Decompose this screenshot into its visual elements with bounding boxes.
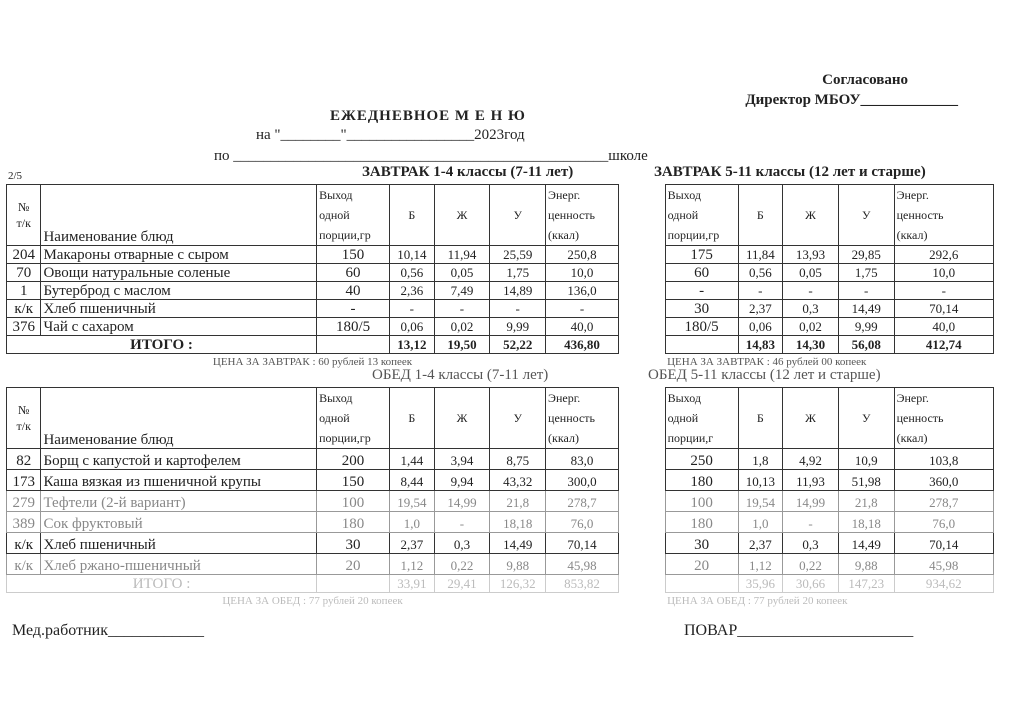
col-protein-header: Б (738, 388, 783, 449)
dish-value: 0,3 (434, 533, 490, 554)
dish-value: 0,06 (390, 318, 435, 336)
total-label: ИТОГО : (7, 575, 317, 593)
empty-cell (317, 575, 390, 593)
spacer-cell (619, 575, 666, 593)
col-carb-header: У (838, 388, 894, 449)
total-value: 14,30 (783, 336, 839, 354)
col-fat-header: Ж (434, 388, 490, 449)
col-fat-header: Ж (783, 388, 839, 449)
dish-value: 25,59 (490, 246, 546, 264)
dish-value: 180 (665, 470, 738, 491)
dish-value: 9,99 (490, 318, 546, 336)
table-header-row (7, 185, 994, 246)
spacer-cell (619, 554, 666, 575)
dish-value: 278,7 (546, 491, 619, 512)
spacer-cell (619, 593, 666, 610)
dish-value: 76,0 (894, 512, 993, 533)
lunch-senior-heading: ОБЕД 5-11 классы (12 лет и старше) (648, 367, 881, 383)
col-carb-header: У (838, 185, 894, 246)
price-row (7, 593, 994, 610)
dish-number: к/к (7, 533, 41, 554)
total-value: 853,82 (546, 575, 619, 593)
dish-value: 1,8 (738, 449, 783, 470)
dish-value: 70,14 (894, 533, 993, 554)
lunch-junior-heading: ОБЕД 1-4 классы (7-11 лет) (372, 367, 549, 383)
dish-value: 18,18 (838, 512, 894, 533)
empty-cell (665, 575, 738, 593)
dish-value: 0,02 (783, 318, 839, 336)
total-value: 934,62 (894, 575, 993, 593)
col-number-header: № т/к (7, 388, 41, 449)
dish-value: 45,98 (546, 554, 619, 575)
breakfast-senior-heading: ЗАВТРАК 5-11 классы (12 лет и старше) (654, 164, 926, 180)
dish-value: - (434, 512, 490, 533)
approved-label: Согласовано (822, 72, 908, 88)
spacer-cell (619, 512, 666, 533)
table-row (7, 533, 994, 554)
director-line: Директор МБОУ_____________ (745, 92, 958, 108)
col-energy-header: Энерг. ценность (ккал) (546, 185, 619, 246)
spacer-cell (619, 470, 666, 491)
dish-value: 51,98 (838, 470, 894, 491)
dish-value: 0,56 (390, 264, 435, 282)
dish-value: 70,14 (546, 533, 619, 554)
total-value: 126,32 (490, 575, 546, 593)
table-row (7, 246, 994, 264)
col-name-header: Наименование блюд (41, 185, 317, 246)
dish-value: 83,0 (546, 449, 619, 470)
dish-name: Хлеб пшеничный (41, 533, 317, 554)
price-junior: ЦЕНА ЗА ЗАВТРАК : 60 рублей 13 копеек (212, 356, 413, 368)
dish-value: 300,0 (546, 470, 619, 491)
price-senior: ЦЕНА ЗА ОБЕД : 77 рублей 20 копеек (667, 595, 848, 607)
dish-value: 2,36 (390, 282, 435, 300)
dish-value: 40,0 (894, 318, 993, 336)
col-number-header: № т/к (7, 185, 41, 246)
spacer-cell (619, 533, 666, 554)
spacer-cell (619, 491, 666, 512)
dish-number: 70 (7, 264, 41, 282)
table-row (7, 554, 994, 575)
spacer-cell (619, 449, 666, 470)
dish-value: 100 (665, 491, 738, 512)
dish-value: - (838, 282, 894, 300)
col-output-header: Выход одной порции,гр (665, 185, 738, 246)
dish-value: 30 (665, 300, 738, 318)
dish-value: 180 (317, 512, 390, 533)
page-number: 2/5 (8, 170, 23, 182)
col-energy-header: Энерг. ценность (ккал) (546, 388, 619, 449)
col-fat-header: Ж (783, 185, 839, 246)
dish-value: 7,49 (434, 282, 490, 300)
cook-signature: ПОВАР______________________ (684, 622, 914, 639)
col-output-header: Выход одной порции,г (665, 388, 738, 449)
dish-value: 11,93 (783, 470, 839, 491)
dish-value: - (738, 282, 783, 300)
dish-value: 14,89 (490, 282, 546, 300)
dish-value: 1,75 (490, 264, 546, 282)
table-row (7, 470, 994, 491)
total-value: 33,91 (390, 575, 435, 593)
dish-value: 14,49 (838, 533, 894, 554)
dish-value: 1,44 (390, 449, 435, 470)
dish-value: 2,37 (738, 300, 783, 318)
dish-value: 10,9 (838, 449, 894, 470)
col-name-header: Наименование блюд (41, 388, 317, 449)
dish-value: - (434, 300, 490, 318)
dish-value: 9,88 (490, 554, 546, 575)
dish-value: 43,32 (490, 470, 546, 491)
spacer-cell (619, 185, 666, 246)
medic-signature: Мед.работник____________ (12, 622, 204, 639)
dish-value: 14,49 (490, 533, 546, 554)
dish-value: 76,0 (546, 512, 619, 533)
dish-value: 20 (665, 554, 738, 575)
dish-value: 18,18 (490, 512, 546, 533)
dish-value: 180/5 (317, 318, 390, 336)
dish-value: 8,75 (490, 449, 546, 470)
school-line: по __________________________________________________школе (214, 148, 648, 164)
total-value: 13,12 (390, 336, 435, 354)
spacer-cell (619, 318, 666, 336)
total-row (7, 575, 994, 593)
dish-value: 0,56 (738, 264, 783, 282)
col-output-header: Выход одной порции,гр (317, 388, 390, 449)
menu-title: ЕЖЕДНЕВНОЕ М Е Н Ю (330, 108, 526, 124)
dish-value: 0,22 (783, 554, 839, 575)
dish-name: Каша вязкая из пшеничной крупы (41, 470, 317, 491)
dish-value: 14,49 (838, 300, 894, 318)
dish-value: 103,8 (894, 449, 993, 470)
col-protein-header: Б (738, 185, 783, 246)
dish-value: 136,0 (546, 282, 619, 300)
dish-value: 9,88 (838, 554, 894, 575)
dish-value: 100 (317, 491, 390, 512)
table-row (7, 318, 994, 336)
dish-value: 9,99 (838, 318, 894, 336)
dish-value: - (665, 282, 738, 300)
dish-number: к/к (7, 554, 41, 575)
table-row (7, 449, 994, 470)
total-value: 19,50 (434, 336, 490, 354)
dish-value: 20 (317, 554, 390, 575)
dish-name: Сок фруктовый (41, 512, 317, 533)
dish-number: 204 (7, 246, 41, 264)
dish-value: 278,7 (894, 491, 993, 512)
dish-value: 9,94 (434, 470, 490, 491)
dish-value: 21,8 (838, 491, 894, 512)
total-value: 147,23 (838, 575, 894, 593)
lunch-table (6, 387, 994, 609)
col-energy-header: Энерг. ценность (ккал) (894, 388, 993, 449)
dish-value: 0,3 (783, 300, 839, 318)
dish-value: 1,12 (738, 554, 783, 575)
dish-value: 0,06 (738, 318, 783, 336)
dish-value: 0,3 (783, 533, 839, 554)
dish-name: Тефтели (2-й вариант) (41, 491, 317, 512)
dish-value: 1,0 (390, 512, 435, 533)
col-output-header: Выход одной порции,гр (317, 185, 390, 246)
spacer-cell (619, 246, 666, 264)
dish-value: 40 (317, 282, 390, 300)
table-row (7, 282, 994, 300)
total-value: 412,74 (894, 336, 993, 354)
dish-value: 13,93 (783, 246, 839, 264)
spacer-cell (619, 388, 666, 449)
dish-value: 2,37 (390, 533, 435, 554)
dish-value: 70,14 (894, 300, 993, 318)
total-value: 30,66 (783, 575, 839, 593)
dish-number: 376 (7, 318, 41, 336)
dish-value: 1,75 (838, 264, 894, 282)
total-row (7, 336, 994, 354)
dish-value: 4,92 (783, 449, 839, 470)
dish-value: 19,54 (738, 491, 783, 512)
dish-value: 45,98 (894, 554, 993, 575)
dish-value: 60 (317, 264, 390, 282)
dish-number: 279 (7, 491, 41, 512)
dish-value: - (894, 282, 993, 300)
dish-value: 10,14 (390, 246, 435, 264)
table-row (7, 264, 994, 282)
dish-name: Овощи натуральные соленые (41, 264, 317, 282)
dish-name: Чай с сахаром (41, 318, 317, 336)
dish-value: 0,05 (434, 264, 490, 282)
table-row (7, 300, 994, 318)
total-value: 29,41 (434, 575, 490, 593)
dish-value: 360,0 (894, 470, 993, 491)
empty-cell (317, 336, 390, 354)
dish-value: 40,0 (546, 318, 619, 336)
approval-block (700, 70, 958, 110)
breakfast-junior-heading: ЗАВТРАК 1-4 классы (7-11 лет) (362, 164, 574, 180)
dish-number: 389 (7, 512, 41, 533)
dish-value: 60 (665, 264, 738, 282)
total-value: 56,08 (838, 336, 894, 354)
table-header-row (7, 388, 994, 449)
table-row (7, 491, 994, 512)
dish-name: Бутерброд с маслом (41, 282, 317, 300)
total-label: ИТОГО : (7, 336, 317, 354)
col-fat-header: Ж (434, 185, 490, 246)
total-value: 52,22 (490, 336, 546, 354)
dish-number: 1 (7, 282, 41, 300)
dish-value: 19,54 (390, 491, 435, 512)
dish-value: 1,12 (390, 554, 435, 575)
table-row (7, 512, 994, 533)
dish-value: 14,99 (434, 491, 490, 512)
dish-value: 10,0 (546, 264, 619, 282)
dish-value: 250,8 (546, 246, 619, 264)
dish-value: 150 (317, 246, 390, 264)
dish-value: 30 (665, 533, 738, 554)
price-junior: ЦЕНА ЗА ОБЕД : 77 рублей 20 копеек (222, 595, 403, 607)
dish-value: 150 (317, 470, 390, 491)
dish-name: Хлеб пшеничный (41, 300, 317, 318)
dish-value: 175 (665, 246, 738, 264)
dish-value: - (783, 512, 839, 533)
price-senior: ЦЕНА ЗА ЗАВТРАК : 46 рублей 00 копеек (667, 356, 867, 368)
dish-value: 1,0 (738, 512, 783, 533)
dish-value: 11,84 (738, 246, 783, 264)
col-carb-header: У (490, 388, 546, 449)
spacer-cell (619, 264, 666, 282)
dish-value: 10,0 (894, 264, 993, 282)
dish-value: 8,44 (390, 470, 435, 491)
dish-value: 14,99 (783, 491, 839, 512)
dish-value: 2,37 (738, 533, 783, 554)
dish-value: 292,6 (894, 246, 993, 264)
dish-number: к/к (7, 300, 41, 318)
col-protein-header: Б (390, 388, 435, 449)
breakfast-table (6, 184, 994, 370)
dish-number: 173 (7, 470, 41, 491)
dish-value: 29,85 (838, 246, 894, 264)
dish-value: - (783, 282, 839, 300)
dish-value: 11,94 (434, 246, 490, 264)
date-line: на "________"_________________2023год (256, 127, 525, 143)
col-energy-header: Энерг. ценность (ккал) (894, 185, 993, 246)
spacer-cell (619, 300, 666, 318)
dish-value: 250 (665, 449, 738, 470)
col-carb-header: У (490, 185, 546, 246)
dish-value: 0,02 (434, 318, 490, 336)
dish-value: - (390, 300, 435, 318)
dish-value: 180 (665, 512, 738, 533)
dish-value: 0,22 (434, 554, 490, 575)
spacer-cell (619, 282, 666, 300)
dish-value: 3,94 (434, 449, 490, 470)
col-protein-header: Б (390, 185, 435, 246)
total-value: 436,80 (546, 336, 619, 354)
dish-number: 82 (7, 449, 41, 470)
dish-value: - (490, 300, 546, 318)
total-value: 14,83 (738, 336, 783, 354)
spacer-cell (619, 336, 666, 354)
dish-value: 180/5 (665, 318, 738, 336)
dish-name: Хлеб ржано-пшеничный (41, 554, 317, 575)
dish-value: 10,13 (738, 470, 783, 491)
empty-cell (665, 336, 738, 354)
dish-value: - (546, 300, 619, 318)
dish-value: 0,05 (783, 264, 839, 282)
dish-value: 30 (317, 533, 390, 554)
dish-value: - (317, 300, 390, 318)
dish-name: Борщ с капустой и картофелем (41, 449, 317, 470)
dish-name: Макароны отварные с сыром (41, 246, 317, 264)
total-value: 35,96 (738, 575, 783, 593)
dish-value: 21,8 (490, 491, 546, 512)
dish-value: 200 (317, 449, 390, 470)
